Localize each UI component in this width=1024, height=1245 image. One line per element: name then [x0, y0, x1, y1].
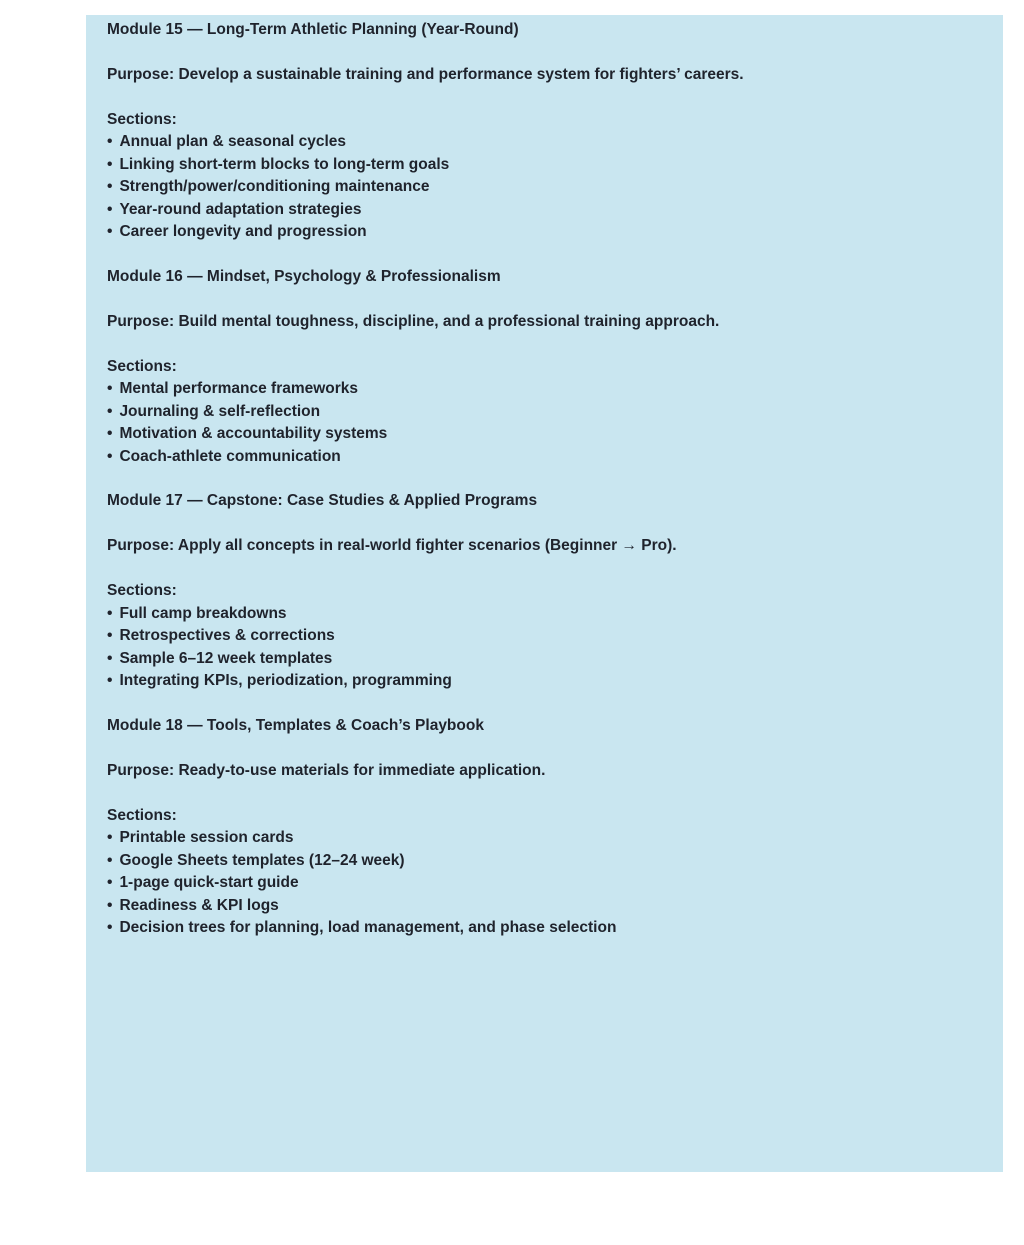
- bullet-text: Sample 6–12 week templates: [119, 649, 333, 667]
- module-purpose: Purpose: Apply all concepts in real-world fighter scenarios (Beginner → Pro).: [107, 537, 677, 555]
- bullet-marker: •: [107, 447, 113, 465]
- bullet-text: Decision trees for planning, load management, and phase selection: [119, 918, 617, 936]
- bullet-text: Integrating KPIs, periodization, programming: [119, 672, 452, 690]
- bullet-marker: •: [107, 896, 113, 914]
- module-block: [107, 19, 979, 244]
- bullet-text: Linking short-term blocks to long-term goals: [119, 155, 450, 173]
- bullet-text: Motivation & accountability systems: [119, 425, 388, 443]
- module-purpose: Purpose: Build mental toughness, discipline, and a professional training approach.: [107, 312, 720, 330]
- bullet-item: [107, 401, 979, 423]
- bullet-item: [107, 154, 979, 176]
- module-heading: Module 17 — Capstone: Case Studies & Applied Programs: [107, 492, 538, 510]
- bullet-text: Strength/power/conditioning maintenance: [119, 178, 430, 196]
- module-block: [107, 715, 979, 940]
- bullet-marker: •: [107, 133, 113, 151]
- bullet-item: [107, 648, 979, 670]
- module-sections: [107, 356, 979, 468]
- bullet-marker: •: [107, 649, 113, 667]
- bullet-marker: •: [107, 178, 113, 196]
- module-sections: [107, 580, 979, 692]
- module-sections: [107, 805, 979, 940]
- bullet-text: Year-round adaptation strategies: [119, 200, 362, 218]
- course-outline-text: [107, 19, 979, 939]
- module-block: [107, 490, 979, 692]
- content-panel: [86, 15, 1003, 1172]
- bullet-marker: •: [107, 223, 113, 241]
- bullet-marker: •: [107, 155, 113, 173]
- bullet-text: Coach-athlete communication: [119, 447, 341, 465]
- bullet-item: [107, 131, 979, 153]
- bullet-item: [107, 221, 979, 243]
- bullet-marker: •: [107, 380, 113, 398]
- bullet-marker: •: [107, 200, 113, 218]
- module-purpose: Purpose: Develop a sustainable training and performance system for fighters’ careers.: [107, 65, 744, 83]
- bullet-marker: •: [107, 851, 113, 869]
- bullet-text: Google Sheets templates (12–24 week): [119, 851, 405, 869]
- bullet-text: Readiness & KPI logs: [119, 896, 279, 914]
- bullet-item: [107, 199, 979, 221]
- bullet-item: [107, 176, 979, 198]
- bullet-marker: •: [107, 874, 113, 892]
- bullet-item: [107, 670, 979, 692]
- bullet-item: [107, 850, 979, 872]
- bullet-marker: •: [107, 627, 113, 645]
- module-heading: Module 15 — Long-Term Athletic Planning (Year-Round): [107, 21, 519, 38]
- bullet-marker: •: [107, 829, 113, 847]
- bullet-item: [107, 872, 979, 894]
- module-purpose: Purpose: Ready-to-use materials for immediate application.: [107, 761, 546, 779]
- bullet-text: Printable session cards: [119, 829, 294, 847]
- sections-label: Sections:: [107, 357, 177, 375]
- bullet-text: Retrospectives & corrections: [119, 627, 335, 645]
- bullet-text: Full camp breakdowns: [119, 604, 287, 622]
- bullet-item: [107, 603, 979, 625]
- bullet-item: [107, 895, 979, 917]
- bullet-text: Career longevity and progression: [119, 223, 367, 241]
- sections-label: Sections:: [107, 806, 177, 824]
- bullet-item: [107, 625, 979, 647]
- bullet-marker: •: [107, 918, 113, 936]
- module-heading: Module 18 — Tools, Templates & Coach’s Playbook: [107, 716, 484, 734]
- sections-label: Sections:: [107, 582, 177, 600]
- bullet-item: [107, 446, 979, 468]
- sections-label: Sections:: [107, 110, 177, 128]
- bullet-item: [107, 423, 979, 445]
- bullet-text: 1-page quick-start guide: [119, 874, 299, 892]
- bullet-item: [107, 378, 979, 400]
- bullet-marker: •: [107, 604, 113, 622]
- module-heading: Module 16 — Mindset, Psychology & Professionalism: [107, 267, 501, 285]
- bullet-text: Journaling & self-reflection: [119, 402, 321, 420]
- bullet-text: Annual plan & seasonal cycles: [119, 133, 346, 151]
- module-sections: [107, 109, 979, 244]
- bullet-marker: •: [107, 402, 113, 420]
- bullet-text: Mental performance frameworks: [119, 380, 359, 398]
- bullet-marker: •: [107, 672, 113, 690]
- bullet-item: [107, 917, 979, 939]
- bullet-item: [107, 827, 979, 849]
- module-block: [107, 266, 979, 468]
- bullet-marker: •: [107, 425, 113, 443]
